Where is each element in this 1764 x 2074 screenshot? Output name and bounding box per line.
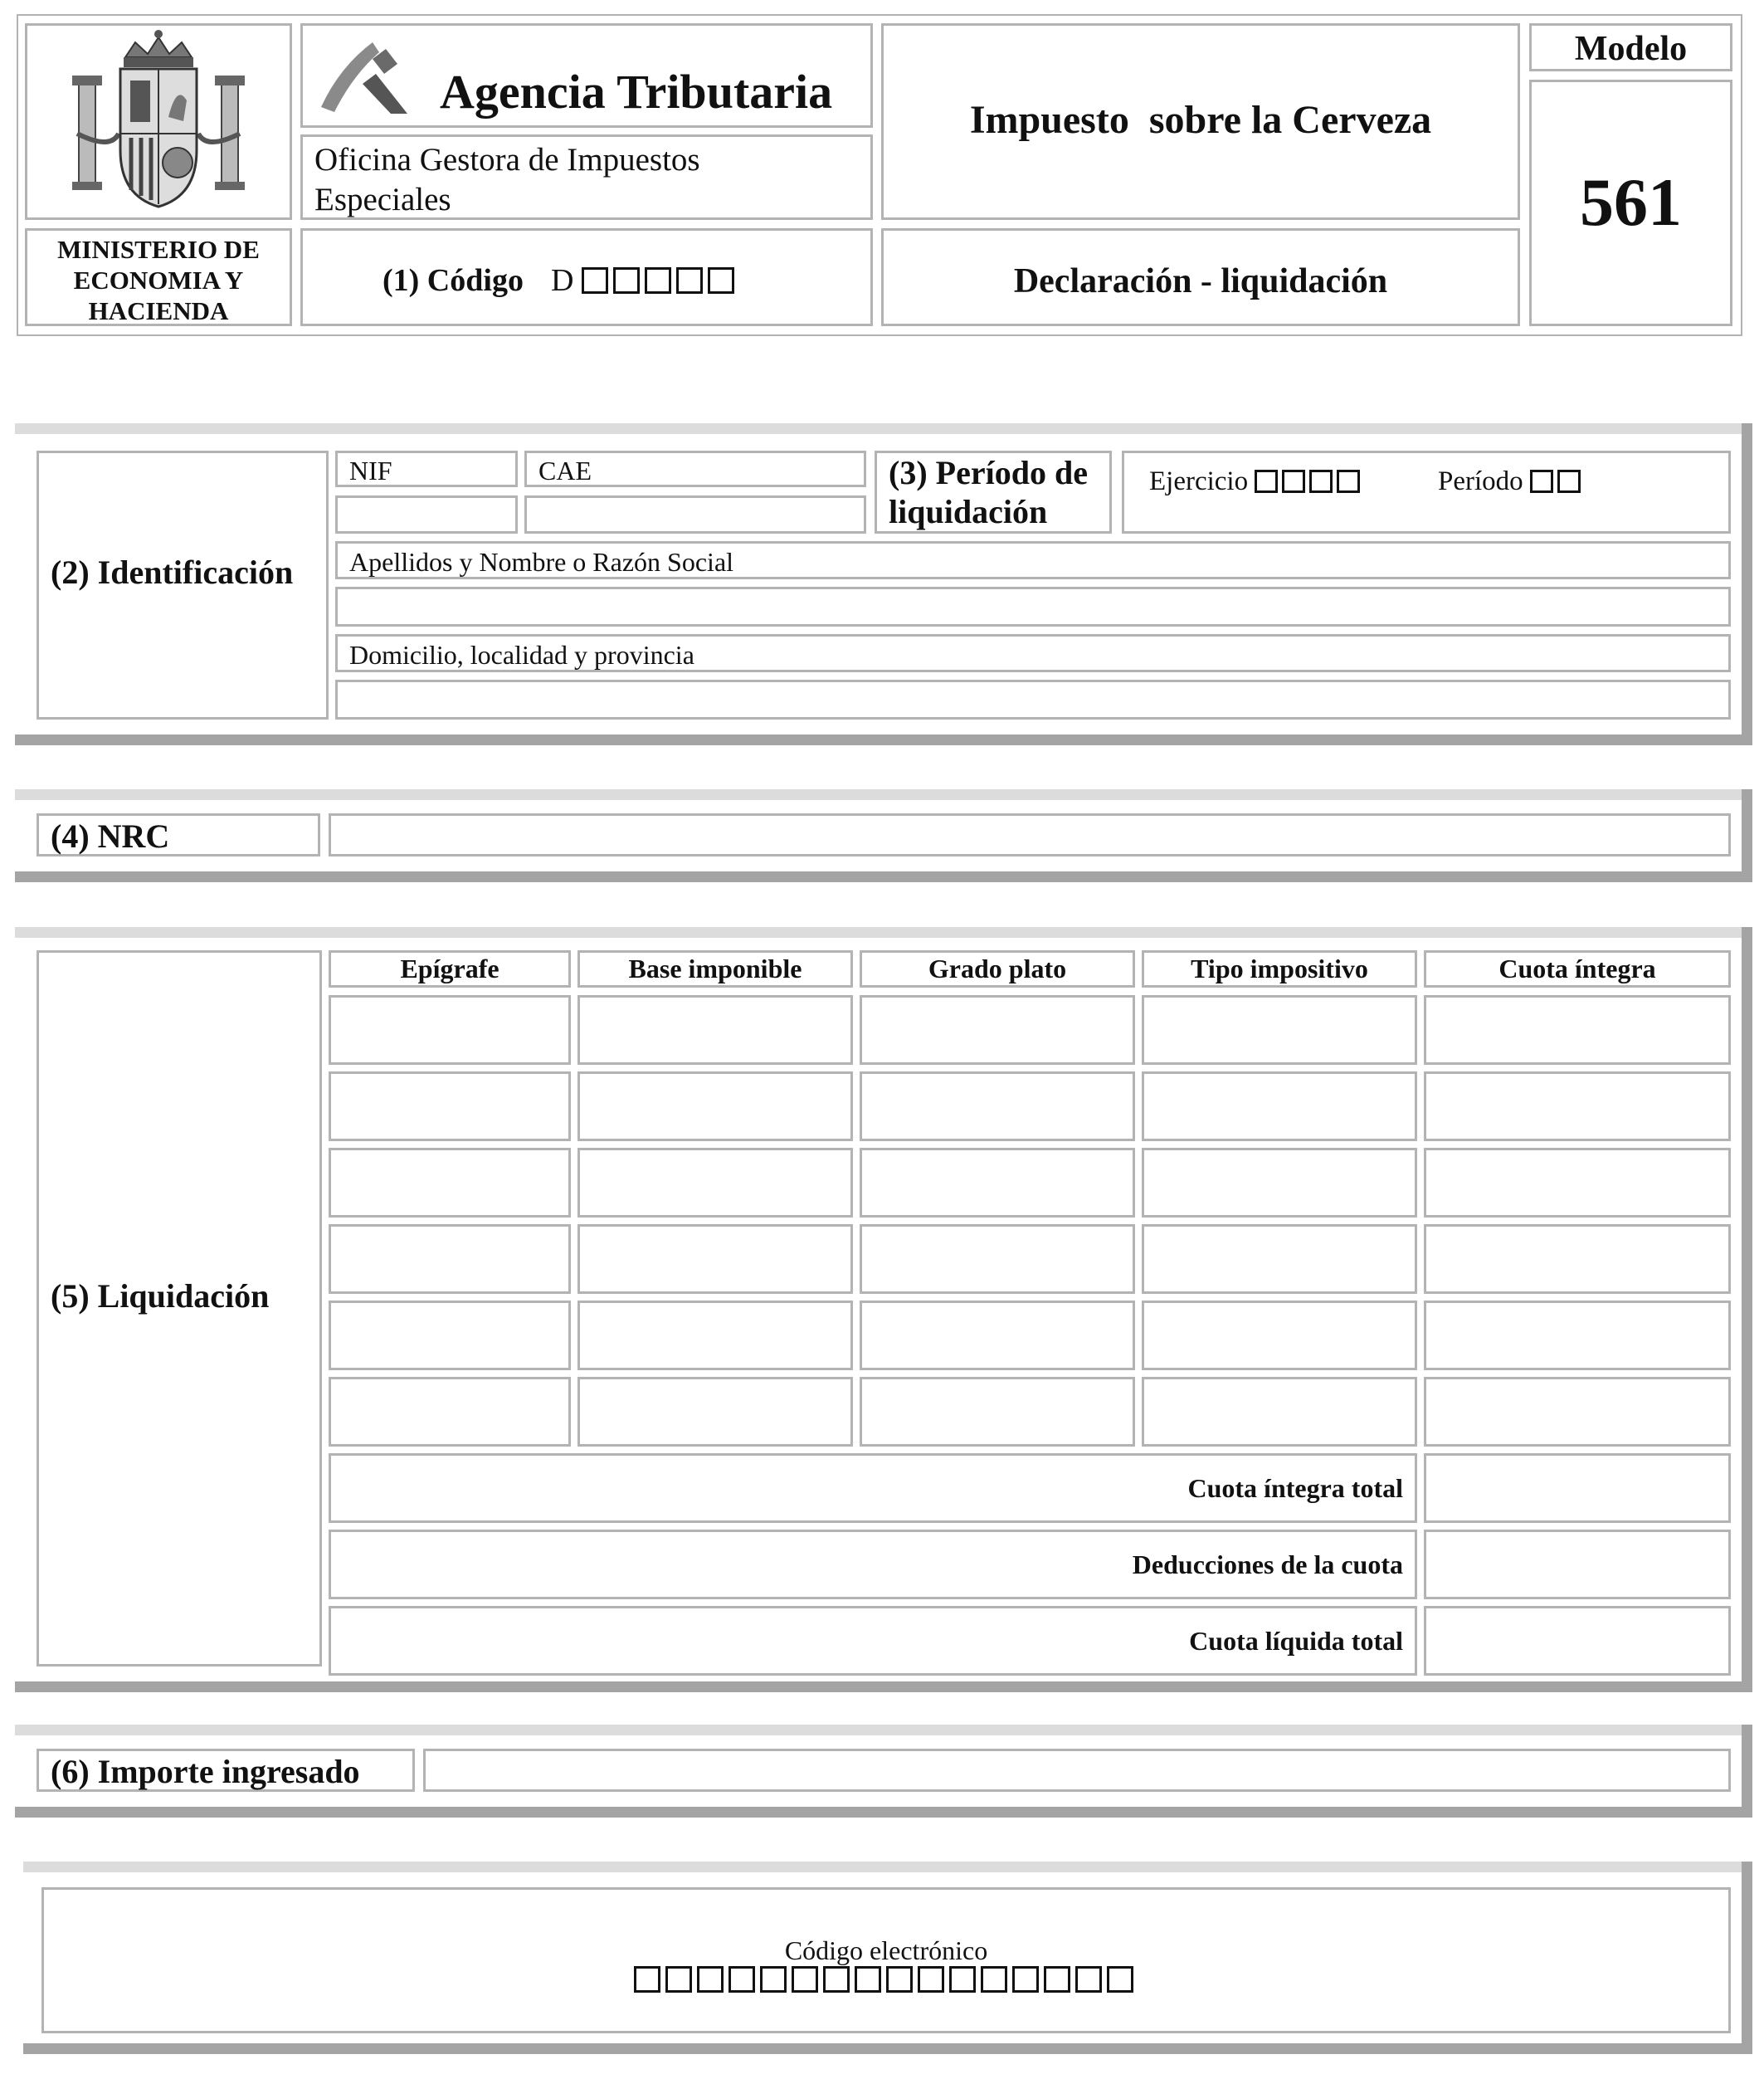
- electronic-code-char-box[interactable]: [729, 1966, 755, 1993]
- total-label: Cuota íntegra total: [1187, 1473, 1403, 1503]
- total-label: Deducciones de la cuota: [1132, 1549, 1403, 1579]
- liquidacion-input[interactable]: [577, 1377, 853, 1447]
- total-label-cell: [329, 1453, 1417, 1523]
- coat-of-arms-icon: [27, 26, 290, 217]
- ejercicio-char-box[interactable]: [1255, 470, 1278, 493]
- liquidacion-input[interactable]: [1424, 1301, 1731, 1370]
- liquidacion-label: (5) Liquidación: [51, 1277, 270, 1315]
- liquidacion-input[interactable]: [1142, 1301, 1417, 1370]
- liquidacion-input[interactable]: [1424, 1148, 1731, 1218]
- periodo-field[interactable]: [1438, 465, 1585, 498]
- tax-title-panel: [881, 23, 1520, 220]
- ejercicio-field[interactable]: [1149, 465, 1364, 498]
- ejercicio-boxes[interactable]: [1255, 466, 1364, 496]
- periodo-char-box[interactable]: [1557, 470, 1581, 493]
- nif-input[interactable]: [335, 495, 518, 534]
- ministry-line-2: ECONOMIA Y: [73, 266, 244, 295]
- liquidacion-input[interactable]: [329, 995, 571, 1065]
- liquidacion-input[interactable]: [577, 1148, 853, 1218]
- code-char-box[interactable]: [676, 267, 703, 294]
- liquidacion-input[interactable]: [329, 1148, 571, 1218]
- liquidacion-input[interactable]: [1424, 1071, 1731, 1141]
- period-label-cell: [875, 451, 1112, 534]
- address-label: Domicilio, localidad y provincia: [349, 640, 694, 670]
- column-header: Base imponible: [577, 950, 853, 988]
- section-6-bottom-shadow: [15, 1807, 1752, 1818]
- section-6-right-shadow: [1742, 1725, 1752, 1818]
- section-5-right-shadow: [1742, 927, 1752, 1692]
- ejercicio-char-box[interactable]: [1337, 470, 1360, 493]
- liquidacion-input[interactable]: [1142, 1071, 1417, 1141]
- electronic-code-char-box[interactable]: [823, 1966, 850, 1993]
- period-label-line-2: liquidación: [889, 493, 1048, 530]
- code-prefix: D: [550, 263, 574, 298]
- nrc-label: (4) NRC: [51, 817, 170, 855]
- cae-label-cell: [524, 451, 866, 487]
- liquidacion-input[interactable]: [860, 995, 1135, 1065]
- liquidacion-input[interactable]: [329, 1377, 571, 1447]
- electronic-code-char-box[interactable]: [1075, 1966, 1102, 1993]
- code-char-box[interactable]: [645, 267, 671, 294]
- electronic-code-char-box[interactable]: [886, 1966, 913, 1993]
- liquidacion-input[interactable]: [1424, 1377, 1731, 1447]
- section-4-top-shadow: [15, 789, 1752, 800]
- code-label: (1) Código: [383, 263, 524, 298]
- name-label: Apellidos y Nombre o Razón Social: [349, 547, 734, 577]
- code-panel: [300, 228, 873, 326]
- electronic-code-char-box[interactable]: [792, 1966, 818, 1993]
- section-7-bottom-shadow: [23, 2043, 1752, 2054]
- agency-panel: [300, 23, 873, 128]
- address-input[interactable]: [335, 680, 1731, 720]
- name-label-cell: [335, 541, 1731, 579]
- liquidacion-input[interactable]: [1424, 995, 1731, 1065]
- nrc-label-cell: [37, 813, 320, 856]
- section-2-top-shadow: [15, 423, 1752, 434]
- ministry-line-3: HACIENDA: [88, 296, 229, 325]
- total-input[interactable]: [1424, 1453, 1731, 1523]
- ejercicio-char-box[interactable]: [1309, 470, 1333, 493]
- electronic-code-boxes[interactable]: [634, 1979, 1138, 1993]
- electronic-code-char-box[interactable]: [1107, 1966, 1133, 1993]
- cae-input[interactable]: [524, 495, 866, 534]
- liquidacion-input[interactable]: [1424, 1224, 1731, 1294]
- liquidacion-label-cell: [37, 950, 322, 1667]
- liquidacion-input[interactable]: [329, 1301, 571, 1370]
- section-7-top-shadow: [23, 1862, 1752, 1872]
- code-char-box[interactable]: [708, 267, 734, 294]
- code-char-box[interactable]: [582, 267, 608, 294]
- liquidacion-input[interactable]: [1142, 1224, 1417, 1294]
- total-input[interactable]: [1424, 1606, 1731, 1676]
- declaration-title: Declaración - liquidación: [1013, 262, 1388, 300]
- period-fields-cell: [1122, 451, 1731, 534]
- liquidacion-input[interactable]: [1142, 1377, 1417, 1447]
- column-header: Grado plato: [860, 950, 1135, 988]
- electronic-code-char-box[interactable]: [918, 1966, 944, 1993]
- importe-label-cell: [37, 1749, 415, 1792]
- column-header: Cuota íntegra: [1424, 950, 1731, 988]
- modelo-label-panel: [1529, 23, 1732, 71]
- liquidacion-input[interactable]: [860, 1301, 1135, 1370]
- section-4-bottom-shadow: [15, 871, 1752, 882]
- liquidacion-input[interactable]: [860, 1071, 1135, 1141]
- electronic-code-char-box[interactable]: [949, 1966, 976, 1993]
- section-5-top-shadow: [15, 927, 1752, 938]
- section-2-bottom-shadow: [15, 734, 1752, 745]
- periodo-label: Período: [1438, 466, 1523, 496]
- liquidacion-input[interactable]: [329, 1071, 571, 1141]
- nif-label: NIF: [349, 456, 392, 486]
- electronic-code-char-box[interactable]: [1044, 1966, 1070, 1993]
- liquidacion-input[interactable]: [860, 1148, 1135, 1218]
- modelo-number-panel: [1529, 80, 1732, 326]
- code-field[interactable]: [383, 262, 739, 299]
- ejercicio-char-box[interactable]: [1282, 470, 1305, 493]
- address-label-cell: [335, 634, 1731, 672]
- modelo-number: 561: [1580, 164, 1682, 240]
- code-char-box[interactable]: [613, 267, 640, 294]
- section-6-top-shadow: [15, 1725, 1752, 1735]
- total-label-cell: [329, 1530, 1417, 1599]
- liquidacion-input[interactable]: [860, 1224, 1135, 1294]
- liquidacion-input[interactable]: [860, 1377, 1135, 1447]
- importe-input[interactable]: [423, 1749, 1731, 1792]
- office-line-1: Oficina Gestora de Impuestos: [314, 142, 700, 178]
- electronic-code-char-box[interactable]: [981, 1966, 1007, 1993]
- ministry-panel: [25, 228, 292, 326]
- electronic-code-char-box[interactable]: [665, 1966, 692, 1993]
- coat-of-arms-panel: [25, 23, 292, 220]
- office-panel: [300, 134, 873, 220]
- cae-label: CAE: [538, 456, 592, 486]
- liquidacion-input[interactable]: [577, 1071, 853, 1141]
- electronic-code-cell: [41, 1887, 1731, 2033]
- nrc-input[interactable]: [329, 813, 1731, 856]
- agency-logo-icon: [314, 34, 414, 117]
- electronic-code-char-box[interactable]: [760, 1966, 787, 1993]
- ejercicio-label: Ejercicio: [1149, 466, 1249, 496]
- column-header: Tipo impositivo: [1142, 950, 1417, 988]
- agency-name: Agencia Tributaria: [440, 65, 833, 119]
- name-input[interactable]: [335, 587, 1731, 627]
- liquidacion-input[interactable]: [1142, 995, 1417, 1065]
- section-2-right-shadow: [1742, 423, 1752, 745]
- periodo-boxes[interactable]: [1530, 466, 1585, 496]
- electronic-code-label: Código electrónico: [784, 1935, 988, 1965]
- total-label-cell: [329, 1606, 1417, 1676]
- period-label-line-1: (3) Período de: [889, 454, 1088, 491]
- importe-label: (6) Importe ingresado: [51, 1753, 360, 1790]
- electronic-code-char-box[interactable]: [855, 1966, 881, 1993]
- ministry-line-1: MINISTERIO DE: [57, 235, 260, 264]
- total-label: Cuota líquida total: [1189, 1626, 1403, 1656]
- identification-label-cell: [37, 451, 329, 720]
- section-5-bottom-shadow: [15, 1681, 1752, 1692]
- total-input[interactable]: [1424, 1530, 1731, 1599]
- tax-title: Impuesto sobre la Cerveza: [969, 98, 1432, 142]
- electronic-code-char-box[interactable]: [1012, 1966, 1039, 1993]
- liquidacion-input[interactable]: [1142, 1148, 1417, 1218]
- column-header: Epígrafe: [329, 950, 571, 988]
- section-4-right-shadow: [1742, 789, 1752, 882]
- office-line-2: Especiales: [314, 182, 451, 217]
- periodo-char-box[interactable]: [1530, 470, 1553, 493]
- code-boxes[interactable]: [582, 263, 739, 298]
- electronic-code-char-box[interactable]: [697, 1966, 724, 1993]
- liquidacion-input[interactable]: [577, 1301, 853, 1370]
- nif-label-cell: [335, 451, 518, 487]
- section-7-right-shadow: [1742, 1862, 1752, 2054]
- declaration-panel: [881, 228, 1520, 326]
- liquidacion-input[interactable]: [577, 995, 853, 1065]
- electronic-code-char-box[interactable]: [634, 1966, 660, 1993]
- identification-label: (2) Identificación: [51, 554, 294, 591]
- liquidacion-input[interactable]: [577, 1224, 853, 1294]
- modelo-label: Modelo: [1574, 30, 1688, 68]
- liquidacion-input[interactable]: [329, 1224, 571, 1294]
